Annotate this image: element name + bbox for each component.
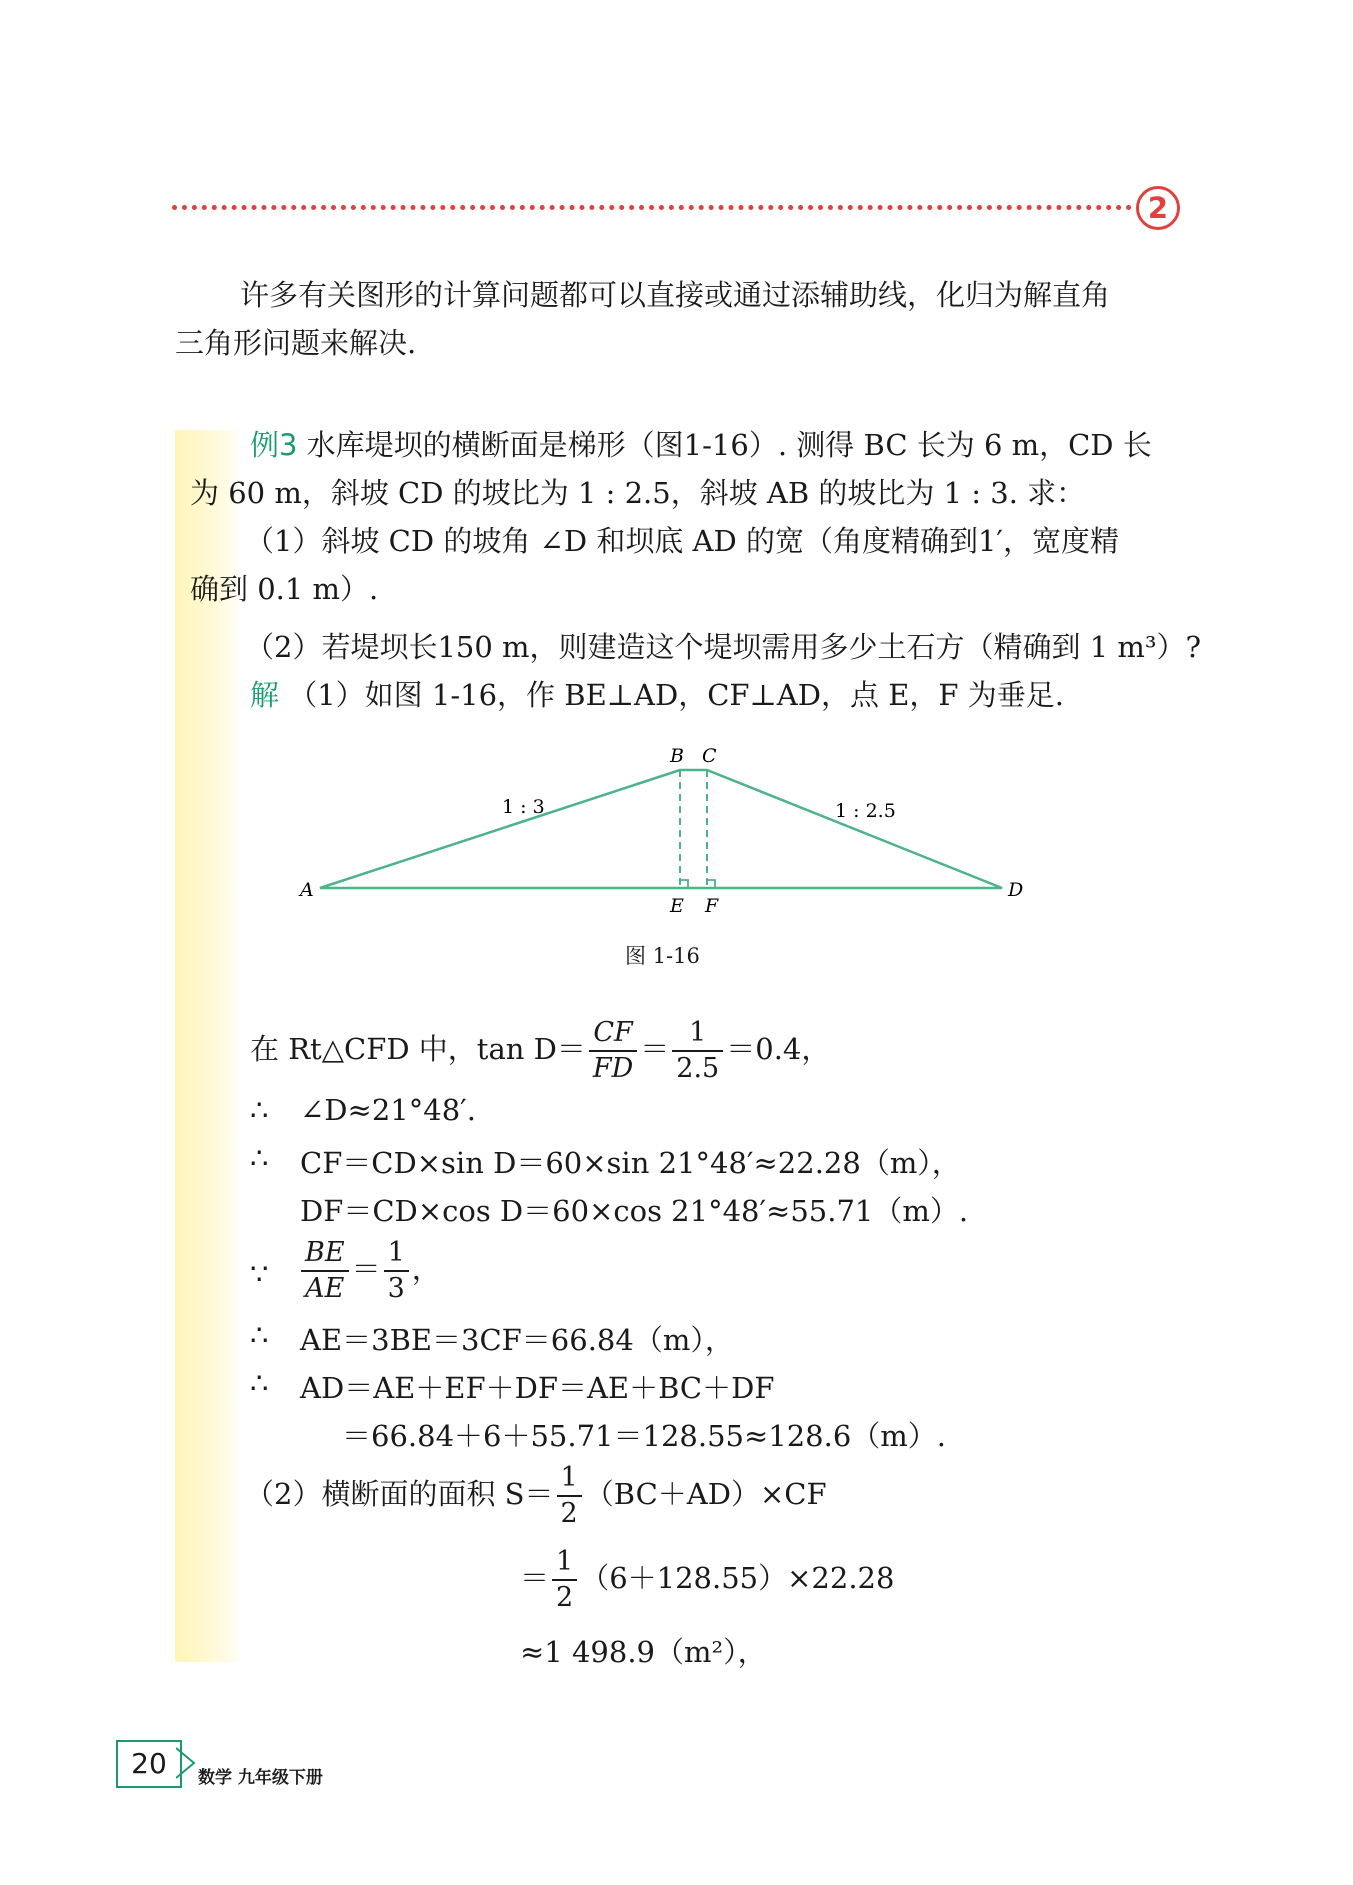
fraction-numerator: CF xyxy=(589,1016,637,1052)
step-10-prefix: ＝ xyxy=(520,1561,550,1595)
fraction-1-3 xyxy=(384,1236,409,1306)
example-line-1 xyxy=(250,422,1152,468)
example-highlight-band xyxy=(175,430,243,1662)
page-tab-arrow xyxy=(176,1746,198,1780)
section-divider xyxy=(172,205,1132,210)
fraction-numerator: 1 xyxy=(552,1545,577,1581)
slope-ab-label: 1 : 3 xyxy=(502,796,545,818)
fraction-numerator: 1 xyxy=(557,1461,582,1497)
step-1-prefix: 在 Rt△CFD 中，tan D＝ xyxy=(250,1032,586,1066)
solution-line-1 xyxy=(250,672,1064,718)
step-5: $\frac{BE}{AE}$ ＝ $\frac{1}{3}$ ， xyxy=(298,1236,441,1306)
fraction-be-ae xyxy=(301,1236,349,1306)
slope-cd-label: 1 : 2.5 xyxy=(835,800,896,822)
trapezoid-figure xyxy=(290,740,1050,970)
step-10-suffix: （6＋128.55）×22.28 xyxy=(580,1561,895,1595)
fraction-denominator: 2 xyxy=(556,1582,574,1613)
fraction-numerator: 1 xyxy=(384,1236,409,1272)
example-text-1: 水库堤坝的横断面是梯形（图1-16）. 测得 BC 长为 6 m，CD 长 xyxy=(306,428,1152,462)
therefore-symbol: ∴ xyxy=(250,1366,269,1400)
solution-label: 解 xyxy=(250,678,280,712)
question-1-line-1: （1）斜坡 CD 的坡角 ∠D 和坝底 AD 的宽（角度精确到1′，宽度精 xyxy=(245,524,1119,558)
step-6: AE＝3BE＝3CF＝66.84（m）， xyxy=(300,1323,734,1357)
section-number-badge: 2 xyxy=(1136,186,1180,230)
intro-line-2: 三角形问题来解决. xyxy=(175,326,417,360)
step-11: ≈1 498.9（m²）， xyxy=(520,1635,767,1669)
point-f-label: F xyxy=(705,895,719,917)
point-e-label: E xyxy=(670,895,684,917)
step-5-suffix: ， xyxy=(411,1252,441,1286)
step-1-suffix: ＝0.4， xyxy=(726,1032,831,1066)
solution-text-1: （1）如图 1-16，作 BE⊥AD，CF⊥AD，点 E，F 为垂足. xyxy=(288,678,1064,712)
fraction-numerator: BE xyxy=(301,1236,349,1272)
step-7: AD＝AE＋EF＋DF＝AE＋BC＋DF xyxy=(300,1371,775,1405)
step-8: ＝66.84＋6＋55.71＝128.55≈128.6（m）. xyxy=(342,1419,947,1453)
therefore-symbol: ∴ xyxy=(250,1318,269,1352)
fraction-1-2-5 xyxy=(672,1016,723,1086)
fraction-denominator: AE xyxy=(305,1273,345,1304)
question-2: （2）若堤坝长150 m，则建造这个堤坝需用多少土石方（精确到 1 m³）? xyxy=(245,630,1202,664)
question-1-line-2: 确到 0.1 m）. xyxy=(190,572,379,606)
point-d-label: D xyxy=(1008,879,1024,901)
step-9 xyxy=(245,1461,827,1531)
fraction-denominator: 2.5 xyxy=(676,1053,720,1084)
point-a-label: A xyxy=(300,879,314,901)
fraction-denominator: 2 xyxy=(560,1498,578,1529)
example-line-2: 为 60 m，斜坡 CD 的坡比为 1 : 2.5，斜坡 AB 的坡比为 1 : 3. 求： xyxy=(190,476,1086,510)
because-symbol: ∵ xyxy=(250,1257,269,1291)
book-title: 数学 九年级下册 xyxy=(198,1768,323,1788)
trapezoid-outline xyxy=(320,770,1002,888)
page-number: 20 xyxy=(116,1740,182,1788)
step-9-prefix: （2）横断面的面积 S＝ xyxy=(245,1477,554,1511)
fraction-denominator: 3 xyxy=(387,1273,405,1304)
step-1: 在 Rt△CFD 中，tan D＝ $\frac{CF}{FD}$ ＝ $\frac{1}{2.5}$ ＝0.4， xyxy=(250,1017,831,1084)
step-2: ∠D≈21°48′. xyxy=(300,1093,476,1127)
step-4: DF＝CD×cos D＝60×cos 21°48′≈55.71（m）. xyxy=(300,1194,969,1228)
point-c-label: C xyxy=(702,745,717,767)
point-b-label: B xyxy=(670,745,684,767)
fraction-denominator: FD xyxy=(592,1053,634,1084)
fraction-numerator: 1 xyxy=(672,1016,723,1052)
step-10 xyxy=(520,1545,894,1615)
fraction-one-half xyxy=(557,1461,582,1531)
therefore-symbol: ∴ xyxy=(250,1141,269,1175)
intro-line-1: 许多有关图形的计算问题都可以直接或通过添辅助线，化归为解直角 xyxy=(240,278,1111,312)
step-3: CF＝CD×sin D＝60×sin 21°48′≈22.28（m）， xyxy=(300,1146,961,1180)
fraction-cf-fd xyxy=(589,1016,637,1086)
step-9-suffix: （BC＋AD）×CF xyxy=(584,1477,827,1511)
therefore-symbol: ∴ xyxy=(250,1093,269,1127)
figure-caption: 图 1-16 xyxy=(625,944,700,968)
fraction-one-half xyxy=(552,1545,577,1615)
example-label: 例3 xyxy=(250,428,298,462)
